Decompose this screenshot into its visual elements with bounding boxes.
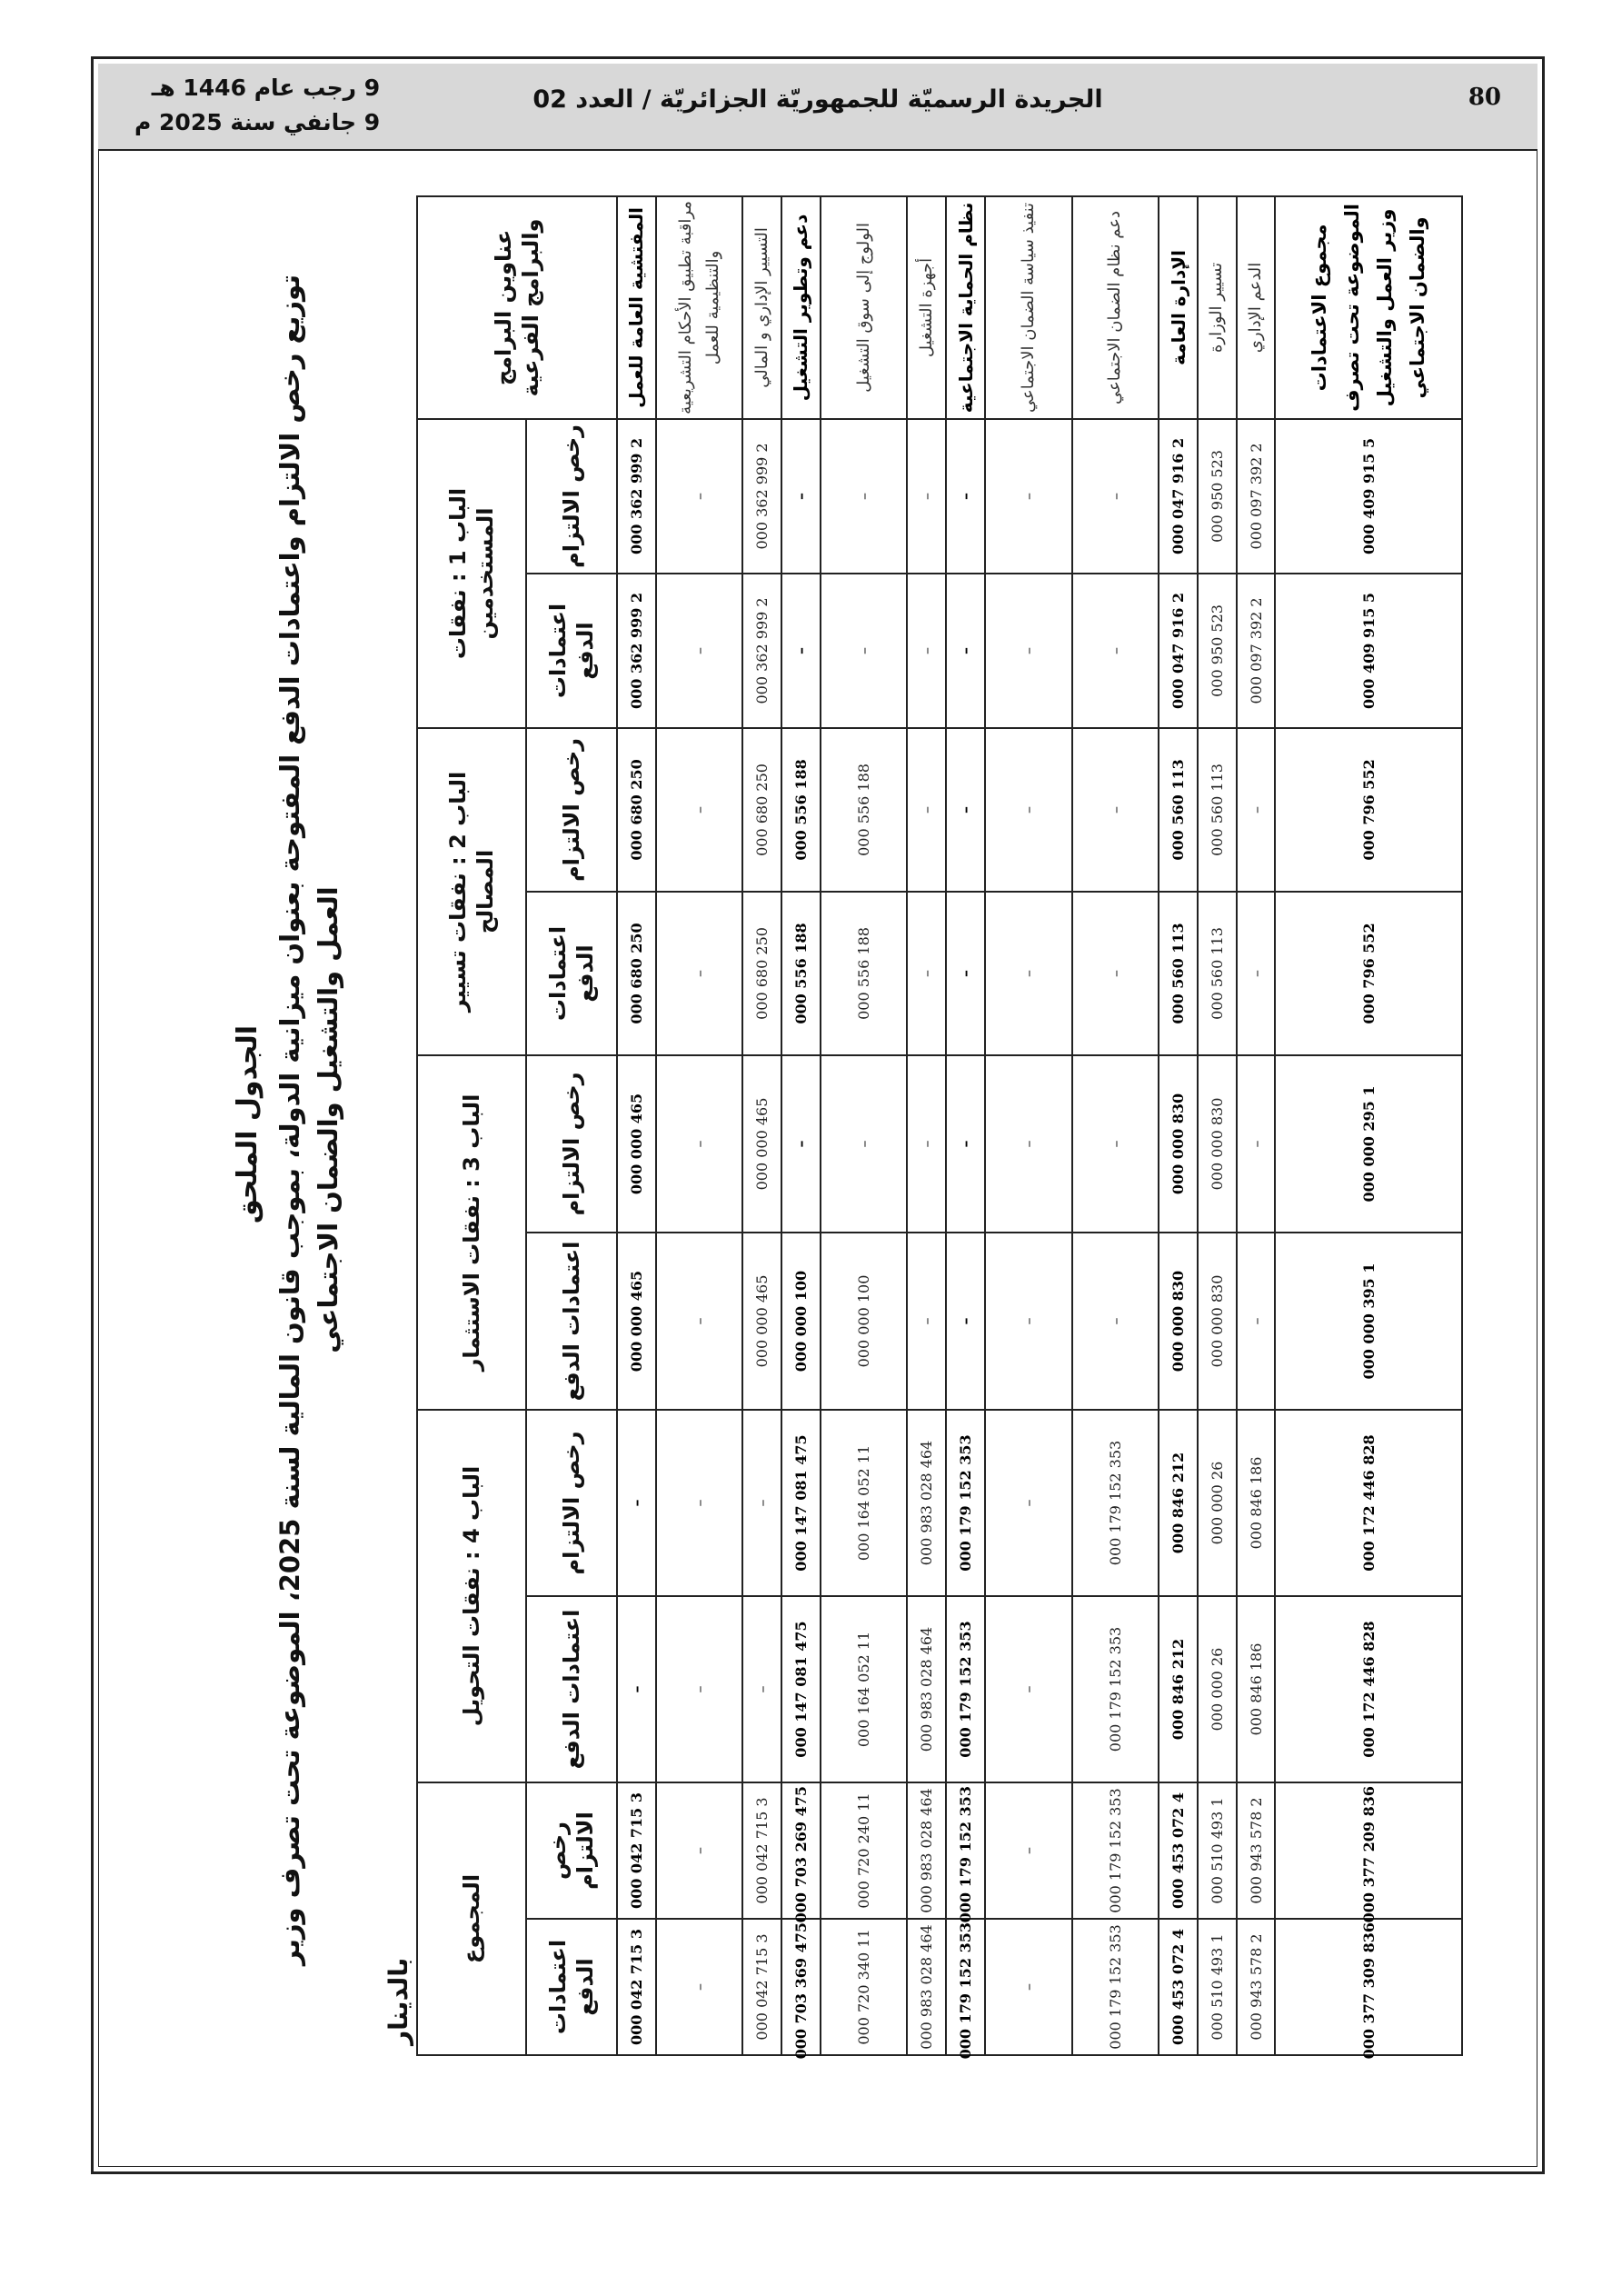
amount-cell: – (656, 1055, 743, 1233)
amount-cell: 465 000 000 (742, 1233, 781, 1410)
amount-cell: 353 152 179 000 (946, 1919, 985, 2055)
table-row (1198, 196, 1237, 2055)
table-row (985, 196, 1072, 2055)
program-label: دعم وتطوير التشغيل (781, 196, 821, 419)
amount-cell: – (907, 574, 946, 728)
date-gregorian: 9 جانفي سنة 2025 م (134, 109, 381, 135)
amount-cell: – (656, 419, 743, 574)
amount-cell: 828 446 172 000 (1275, 1596, 1462, 1782)
amount-cell: – (781, 419, 821, 574)
amount-cell: – (617, 1410, 656, 1596)
unit-label: بالدينار (383, 1957, 413, 2045)
amount-cell: 2 578 943 000 (1237, 1782, 1276, 1919)
amount-cell: 26 000 000 (1198, 1410, 1237, 1596)
amount-cell: 2 392 097 000 (1237, 419, 1276, 574)
amount-cell: – (985, 1055, 1072, 1233)
table-title: الجدول الملحق (232, 1024, 264, 1224)
amount-cell: – (907, 419, 946, 574)
cp-header: اعتمادات الدفع (526, 1919, 617, 2055)
amount-cell: 113 560 000 (1159, 728, 1198, 892)
amount-cell: – (946, 1233, 985, 1410)
date-hijri: 9 رجب عام 1446 هـ (151, 75, 381, 101)
program-label: المفتشية العامة للعمل (617, 196, 656, 419)
amount-cell: 353 152 179 000 (946, 1782, 985, 1919)
amount-cell: 828 446 172 000 (1275, 1410, 1462, 1596)
amount-cell: – (1072, 419, 1159, 574)
amount-cell: 186 846 000 (1237, 1410, 1276, 1596)
amount-cell: – (1237, 892, 1276, 1055)
ae-header: رخص الالتزام (526, 1782, 617, 1919)
amount-cell: – (985, 574, 1072, 728)
amount-cell: 188 556 000 (781, 892, 821, 1055)
amount-cell: – (1237, 728, 1276, 892)
chapter3-header: الباب 3 : نفقات الاستثمار (417, 1055, 526, 1410)
credits-table (416, 195, 1463, 2060)
amount-cell: – (985, 892, 1072, 1055)
ae-header: رخص الالتزام (526, 1410, 617, 1596)
amount-cell: 5 915 409 000 (1275, 574, 1462, 728)
amount-cell: 11 052 164 000 (821, 1410, 908, 1596)
ae-header: رخص الالتزام (526, 728, 617, 892)
amount-cell: – (985, 728, 1072, 892)
amount-cell: – (656, 892, 743, 1055)
amount-cell: 11 240 720 000 (821, 1782, 908, 1919)
amount-cell: 3 715 042 000 (617, 1782, 656, 1919)
amount-cell: – (656, 1410, 743, 1596)
amount-cell: 2 578 943 000 (1237, 1919, 1276, 2055)
amount-cell: 186 846 000 (1237, 1596, 1276, 1782)
cp-header: اعتمادات الدفع (526, 574, 617, 728)
amount-cell: 1 395 000 000 (1275, 1233, 1462, 1410)
total-header: المجموع (417, 1782, 526, 2055)
amount-cell: 250 680 000 (742, 892, 781, 1055)
amount-cell: 475 269 703 000 (781, 1782, 821, 1919)
table-row (907, 196, 946, 2055)
amount-cell: – (656, 1233, 743, 1410)
chapter4-header: الباب 4 : نفقات التحويل (417, 1410, 526, 1782)
amount-cell: 353 152 179 000 (1072, 1919, 1159, 2055)
amount-cell: – (985, 1233, 1072, 1410)
program-label: دعم نظام الضمان الاجتماعي (1072, 196, 1159, 419)
program-label: أجهزة التشغيل (907, 196, 946, 419)
amount-cell: – (985, 1596, 1072, 1782)
amount-cell: – (946, 728, 985, 892)
table-total-row (1275, 196, 1462, 2055)
amount-cell: 353 152 179 000 (1072, 1410, 1159, 1596)
program-label: الولوج إلى سوق التشغيل (821, 196, 908, 419)
amount-cell: 188 556 000 (821, 728, 908, 892)
amount-cell: 113 560 000 (1198, 892, 1237, 1055)
amount-cell: – (985, 419, 1072, 574)
program-label: التسيير الإداري و المالي (742, 196, 781, 419)
table-row (1072, 196, 1159, 2055)
amount-cell: 212 846 000 (1159, 1410, 1198, 1596)
amount-cell: 465 000 000 (617, 1055, 656, 1233)
amount-cell: 11 052 164 000 (821, 1596, 908, 1782)
amount-cell: 830 000 000 (1159, 1233, 1198, 1410)
amount-cell: 523 950 000 (1198, 574, 1237, 728)
program-label: مجموع الاعتمادات الموضوعة تحت تصرف وزير العمل والتشغيل والضمان الاجتماعي (1275, 196, 1462, 419)
amount-cell: 100 000 000 (821, 1233, 908, 1410)
amount-cell: – (656, 574, 743, 728)
amount-cell: – (907, 892, 946, 1055)
amount-cell: 523 950 000 (1198, 419, 1237, 574)
amount-cell: – (946, 419, 985, 574)
amount-cell: – (656, 1919, 743, 2055)
amount-cell: – (1072, 574, 1159, 728)
amount-cell: 3 715 042 000 (617, 1919, 656, 2055)
cp-header: اعتمادات الدفع (526, 892, 617, 1055)
program-label: مراقبة تطبيق الأحكام التشريعية والتنظيمية للعمل (656, 196, 743, 419)
amount-cell: 1 493 510 000 (1198, 1782, 1237, 1919)
amount-cell: – (742, 1410, 781, 1596)
table-row (781, 196, 821, 2055)
amount-cell: – (781, 1055, 821, 1233)
amount-cell: 464 028 983 000 (907, 1596, 946, 1782)
amount-cell: 830 000 000 (1159, 1055, 1198, 1233)
amount-cell: – (656, 1782, 743, 1919)
amount-cell: – (907, 1055, 946, 1233)
amount-cell: 1 295 000 000 (1275, 1055, 1462, 1233)
amount-cell: – (1237, 1055, 1276, 1233)
amount-cell: – (1072, 728, 1159, 892)
amount-cell: – (821, 574, 908, 728)
table-row (946, 196, 985, 2055)
amount-cell: 464 028 983 000 (907, 1782, 946, 1919)
amount-cell: – (907, 728, 946, 892)
table-row (1159, 196, 1198, 2055)
table-body (617, 196, 1462, 2060)
amount-cell: 552 796 000 (1275, 728, 1462, 892)
amount-cell: 100 000 000 (781, 1233, 821, 1410)
amount-cell: 5 915 409 000 (1275, 419, 1462, 574)
ae-header: رخص الالتزام (526, 419, 617, 574)
amount-cell: 552 796 000 (1275, 892, 1462, 1055)
amount-cell: – (1237, 1233, 1276, 1410)
amount-cell: 3 715 042 000 (742, 1919, 781, 2055)
amount-cell: – (985, 1919, 1072, 2055)
amount-cell: – (946, 892, 985, 1055)
amount-cell: 464 028 983 000 (907, 1919, 946, 2055)
amount-cell: 2 916 047 000 (1159, 419, 1198, 574)
amount-cell: 353 152 179 000 (1072, 1596, 1159, 1782)
cp-header: اعتمادات الدفع (526, 1596, 617, 1782)
amount-cell: – (821, 419, 908, 574)
chapter2-header: الباب 2 : نفقات تسيير المصالح (417, 728, 526, 1055)
amount-cell: 4 072 453 000 (1159, 1919, 1198, 2055)
page-number: 80 (1468, 84, 1501, 111)
amount-cell: 353 152 179 000 (1072, 1782, 1159, 1919)
amount-cell: – (985, 1782, 1072, 1919)
program-label: الدعم الإداري (1237, 196, 1276, 419)
amount-cell: 212 846 000 (1159, 1596, 1198, 1782)
amount-cell: 353 152 179 000 (946, 1410, 985, 1596)
amount-cell: – (742, 1596, 781, 1782)
amount-cell: 465 000 000 (742, 1055, 781, 1233)
amount-cell: – (985, 1410, 1072, 1596)
program-label: نظام الحماية الاجتماعية (946, 196, 985, 419)
amount-cell: 113 560 000 (1198, 728, 1237, 892)
amount-cell: 2 392 097 000 (1237, 574, 1276, 728)
amount-cell: 836 209 377 000 (1275, 1782, 1462, 1919)
ae-header: رخص الالتزام (526, 1055, 617, 1233)
amount-cell: 464 028 983 000 (907, 1410, 946, 1596)
amount-cell: – (946, 1055, 985, 1233)
amount-cell: – (946, 574, 985, 728)
amount-cell: 250 680 000 (617, 892, 656, 1055)
amount-cell: 3 715 042 000 (742, 1782, 781, 1919)
amount-cell: 26 000 000 (1198, 1596, 1237, 1782)
amount-cell: – (656, 728, 743, 892)
gazette-header (98, 64, 1537, 151)
amount-cell: 353 152 179 000 (946, 1596, 985, 1782)
amount-cell: 465 000 000 (617, 1233, 656, 1410)
table-subtitle: توزيع رخص الالتزام واعتمادات الدفع المفتوحة بعنوان ميزانية الدولة، بموجب قانون المالية لسنة 2025، الموضوعة تحت تصرف وزير العمل والتشغيل والضمان الاجتماعي (274, 274, 343, 1966)
amount-cell: 2 999 362 000 (617, 574, 656, 728)
amount-cell: – (1072, 1233, 1159, 1410)
amount-cell: – (617, 1596, 656, 1782)
amount-cell: – (821, 1055, 908, 1233)
amount-cell: 475 081 147 000 (781, 1410, 821, 1596)
table-row (656, 196, 743, 2055)
amount-cell: – (1072, 1055, 1159, 1233)
cp-header: اعتمادات الدفع (526, 1233, 617, 1410)
programs-header: عناوين البرامج والبرامج الفرعية (417, 196, 617, 419)
program-label: الإدارة العامة (1159, 196, 1198, 419)
rotated-table-area (182, 193, 1472, 2060)
amount-cell: 11 340 720 000 (821, 1919, 908, 2055)
amount-cell: 188 556 000 (781, 728, 821, 892)
program-label: تسيير الوزارة (1198, 196, 1237, 419)
amount-cell: 836 309 377 000 (1275, 1919, 1462, 2055)
amount-cell: 250 680 000 (617, 728, 656, 892)
amount-cell: 2 916 047 000 (1159, 574, 1198, 728)
amount-cell: 830 000 000 (1198, 1055, 1237, 1233)
amount-cell: 830 000 000 (1198, 1233, 1237, 1410)
amount-cell: 2 999 362 000 (617, 419, 656, 574)
chapter1-header: الباب 1 : نفقات المستخدمين (417, 419, 526, 728)
amount-cell: 1 493 510 000 (1198, 1919, 1237, 2055)
amount-cell: 2 999 362 000 (742, 419, 781, 574)
amount-cell: – (781, 574, 821, 728)
amount-cell: 475 081 147 000 (781, 1596, 821, 1782)
amount-cell: – (907, 1233, 946, 1410)
issue-date (134, 71, 380, 140)
program-label: تنفيذ سياسة الضمان الاجتماعي (985, 196, 1072, 419)
table-row (821, 196, 908, 2055)
table-row (1237, 196, 1276, 2055)
amount-cell: 475 369 703 000 (781, 1919, 821, 2055)
amount-cell: 2 999 362 000 (742, 574, 781, 728)
amount-cell: 250 680 000 (742, 728, 781, 892)
amount-cell: – (1072, 892, 1159, 1055)
table-row (742, 196, 781, 2055)
table-row (617, 196, 656, 2055)
gazette-title: الجريدة الرسميّة للجمهوريّة الجزائريّة / العدد 02 (532, 85, 1103, 114)
amount-cell: 4 072 453 000 (1159, 1782, 1198, 1919)
amount-cell: – (656, 1596, 743, 1782)
amount-cell: 113 560 000 (1159, 892, 1198, 1055)
amount-cell: 188 556 000 (821, 892, 908, 1055)
